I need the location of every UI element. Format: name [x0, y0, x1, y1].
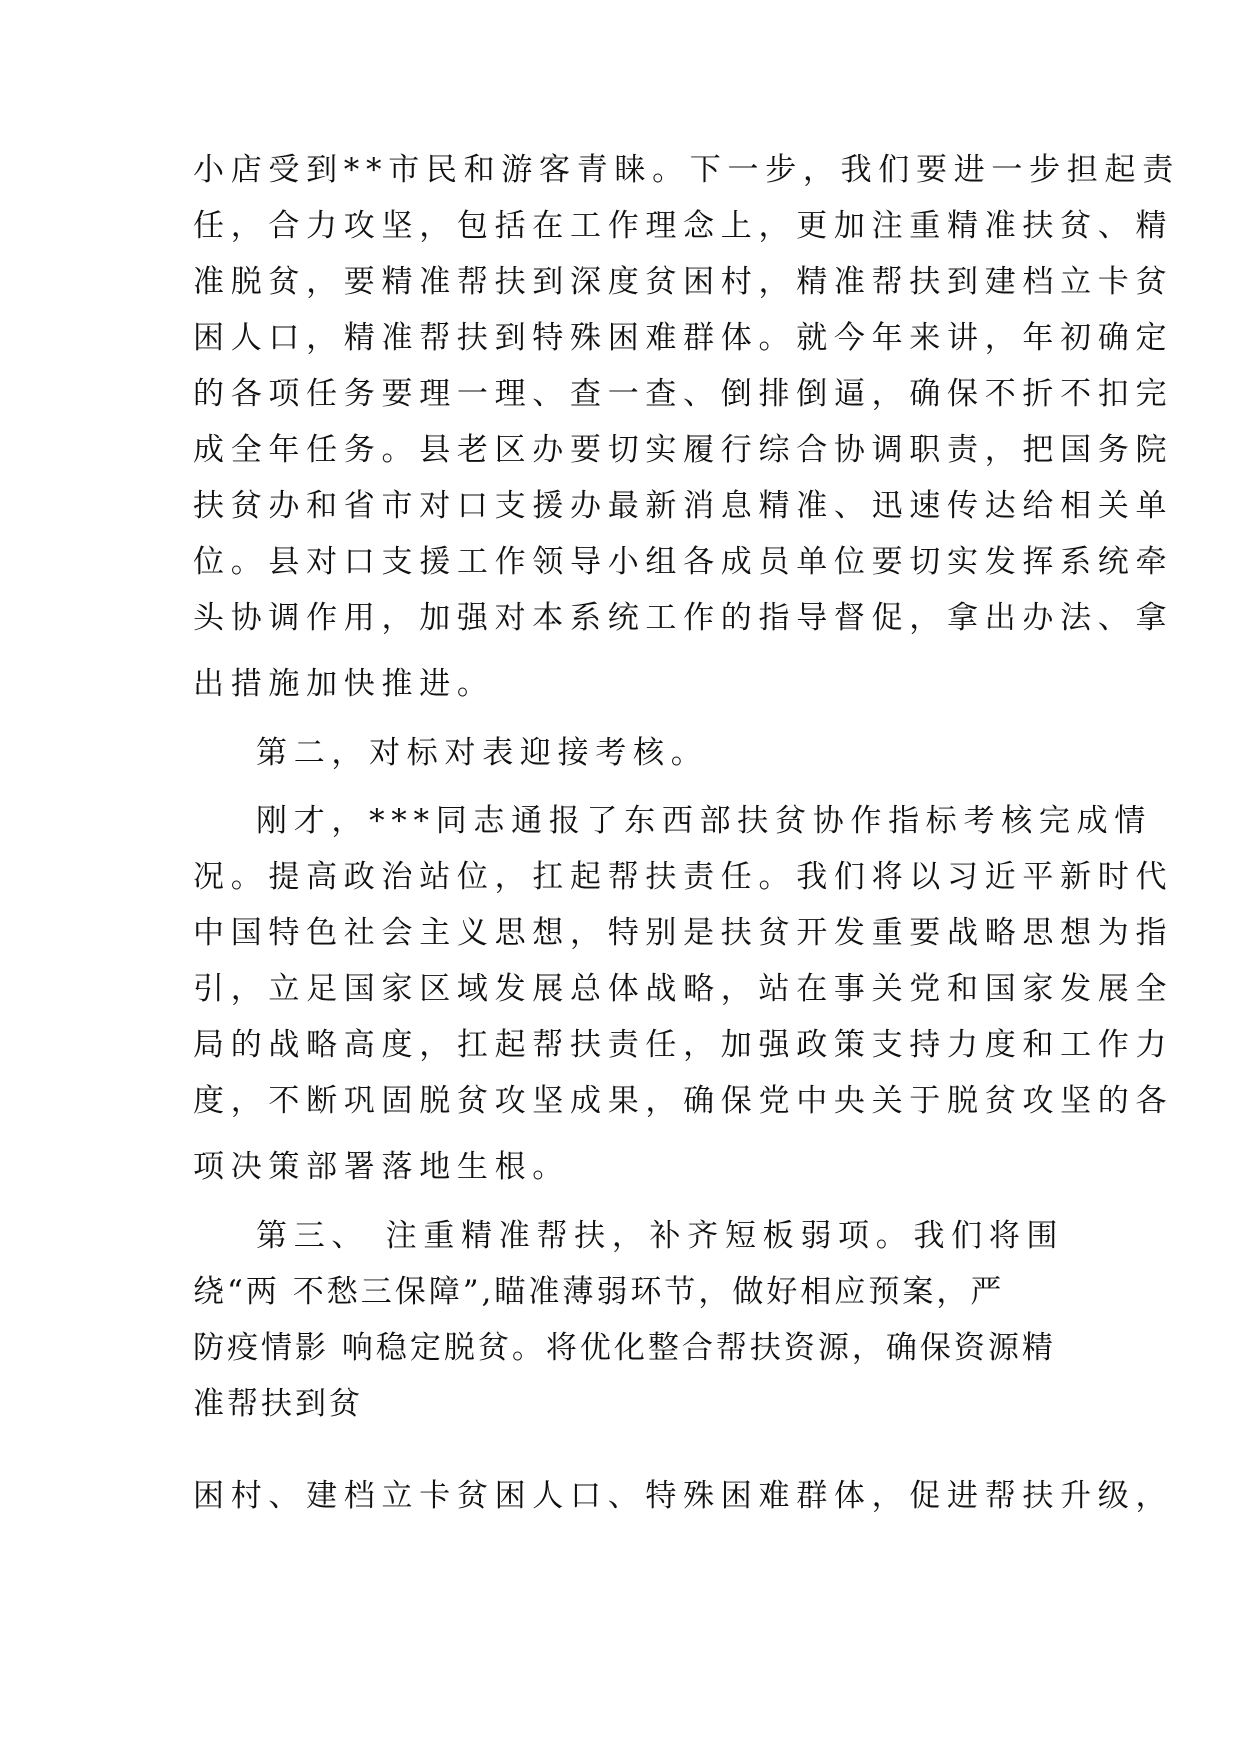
text-line: 头协调作用，加强对本系统工作的指导督促，拿出办法、拿: [193, 600, 1174, 636]
section-heading: 第三、 注重精准帮扶，补齐短板弱项。我们将围: [256, 1218, 1065, 1254]
text-line: 准帮扶到贫: [193, 1386, 363, 1422]
text-line: 项决策部署落地生根。: [193, 1149, 570, 1185]
text-line: 绕“两 不愁三保障”,瞄准薄弱环节，做好相应预案，严: [193, 1274, 1005, 1310]
text-line: 度，不断巩固脱贫攻坚成果，确保党中央关于脱贫攻坚的各: [193, 1083, 1174, 1119]
text-line: 的各项任务要理一理、查一查、倒排倒逼，确保不折不扣完: [193, 376, 1174, 412]
text-line: 局的战略高度，扛起帮扶责任，加强政策支持力度和工作力: [193, 1027, 1174, 1063]
text-line: 刚才，***同志通报了东西部扶贫协作指标考核完成情: [256, 803, 1152, 839]
text-line: 任，合力攻坚，包括在工作理念上，更加注重精准扶贫、精: [193, 208, 1174, 244]
text-line: 位。县对口支援工作领导小组各成员单位要切实发挥系统牵: [193, 544, 1174, 580]
text-line: 困村、建档立卡贫困人口、特殊困难群体，促进帮扶升级，: [193, 1478, 1174, 1514]
text-line: 成全年任务。县老区办要切实履行综合协调职责，把国务院: [193, 432, 1174, 468]
text-line: 中国特色社会主义思想，特别是扶贫开发重要战略思想为指: [193, 915, 1174, 951]
section-heading: 第二，对标对表迎接考核。: [256, 735, 709, 771]
text-line: 出措施加快推进。: [193, 666, 495, 702]
text-line: 准脱贫，要精准帮扶到深度贫困村，精准帮扶到建档立卡贫: [193, 264, 1174, 300]
text-line: 况。提高政治站位，扛起帮扶责任。我们将以习近平新时代: [193, 859, 1174, 895]
text-line: 防疫情影 响稳定脱贫。将优化整合帮扶资源，确保资源精: [193, 1330, 1056, 1366]
text-line: 引，立足国家区域发展总体战略，站在事关党和国家发展全: [193, 971, 1174, 1007]
text-line: 扶贫办和省市对口支援办最新消息精准、迅速传达给相关单: [193, 488, 1174, 524]
text-line: 困人口，精准帮扶到特殊困难群体。就今年来讲，年初确定: [193, 320, 1174, 356]
text-line: 小店受到**市民和游客青睐。下一步，我们要进一步担起责: [193, 152, 1180, 188]
